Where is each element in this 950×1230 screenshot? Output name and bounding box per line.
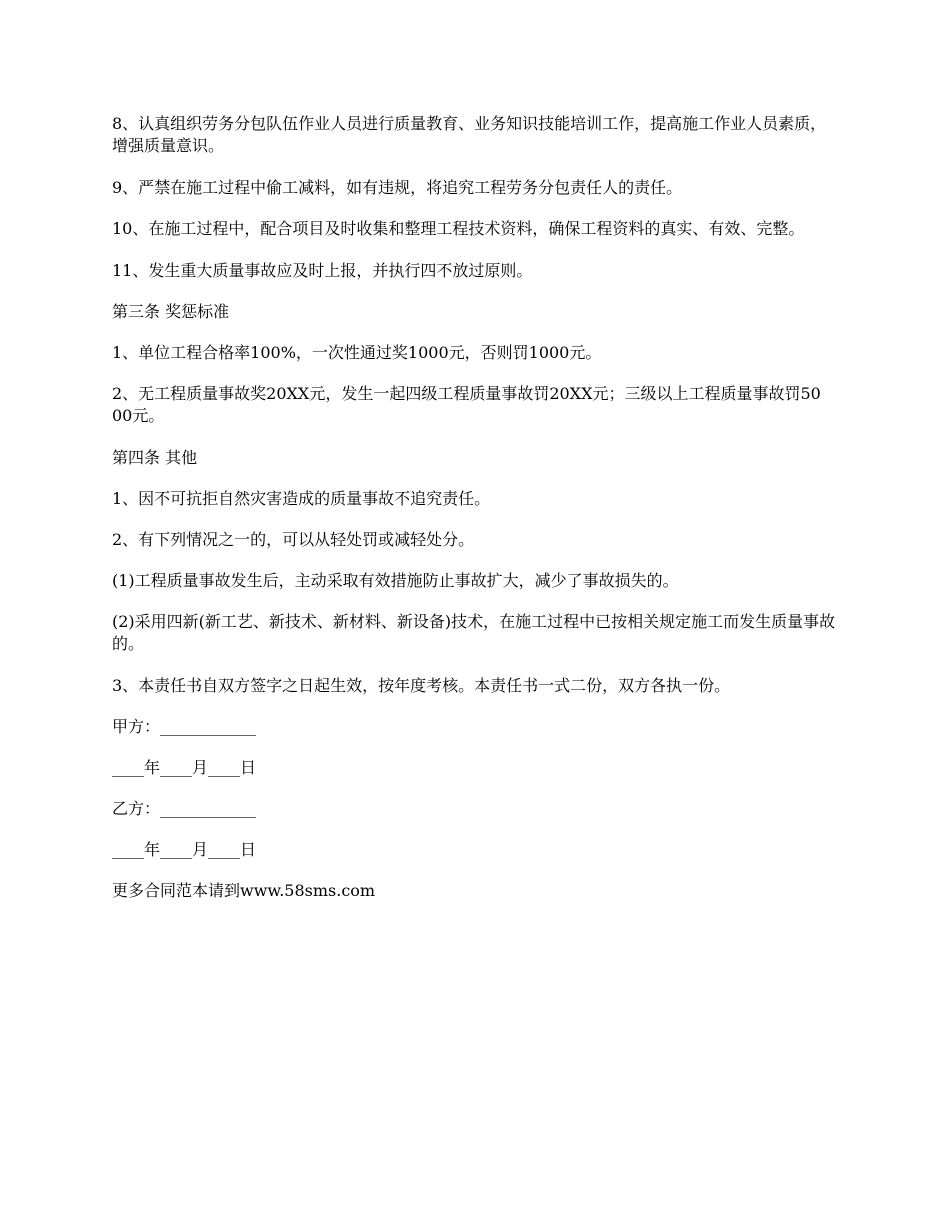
section-heading-rewards: 第三条 奖惩标准	[112, 302, 230, 321]
party-b-date: ____年____月____日	[112, 840, 257, 859]
reward-item-2: 2、无工程质量事故奖20XX元，发生一起四级工程质量事故罚20XX元；三级以上工程质量事故罚5000元。	[112, 384, 821, 425]
clause-8: 8、认真组织劳务分包队伍作业人员进行质量教育、业务知识技能培训工作，提高施工作业人员素质，增强质量意识。	[112, 114, 827, 155]
other-item-1: 1、因不可抗拒自然灾害造成的质量事故不追究责任。	[112, 489, 491, 508]
footer-link-text: 更多合同范本请到www.58sms.com	[112, 881, 376, 900]
section-heading-other: 第四条 其他	[112, 448, 198, 467]
other-item-3: 3、本责任书自双方签字之日起生效，按年度考核。本责任书一式二份，双方各执一份。	[112, 676, 731, 695]
party-a-signature: 甲方：____________	[112, 717, 257, 736]
reward-item-1: 1、单位工程合格率100%，一次性通过奖1000元，否则罚1000元。	[112, 343, 602, 362]
clause-10: 10、在施工过程中，配合项目及时收集和整理工程技术资料，确保工程资料的真实、有效、完整。	[112, 219, 805, 238]
party-b-signature: 乙方：____________	[112, 799, 257, 818]
clause-9: 9、严禁在施工过程中偷工减料，如有违规，将追究工程劳务分包责任人的责任。	[112, 178, 683, 197]
party-a-date: ____年____月____日	[112, 758, 257, 777]
document-body	[112, 113, 862, 921]
other-item-2-sub-1: (1)工程质量事故发生后，主动采取有效措施防止事故扩大，减少了事故损失的。	[112, 571, 679, 590]
clause-11: 11、发生重大质量事故应及时上报，并执行四不放过原则。	[112, 261, 533, 280]
other-item-2: 2、有下列情况之一的，可以从轻处罚或减轻处分。	[112, 530, 475, 549]
other-item-2-sub-2: (2)采用四新(新工艺、新技术、新材料、新设备)技术，在施工过程中已按相关规定施工而发生质量事故的。	[112, 612, 836, 653]
